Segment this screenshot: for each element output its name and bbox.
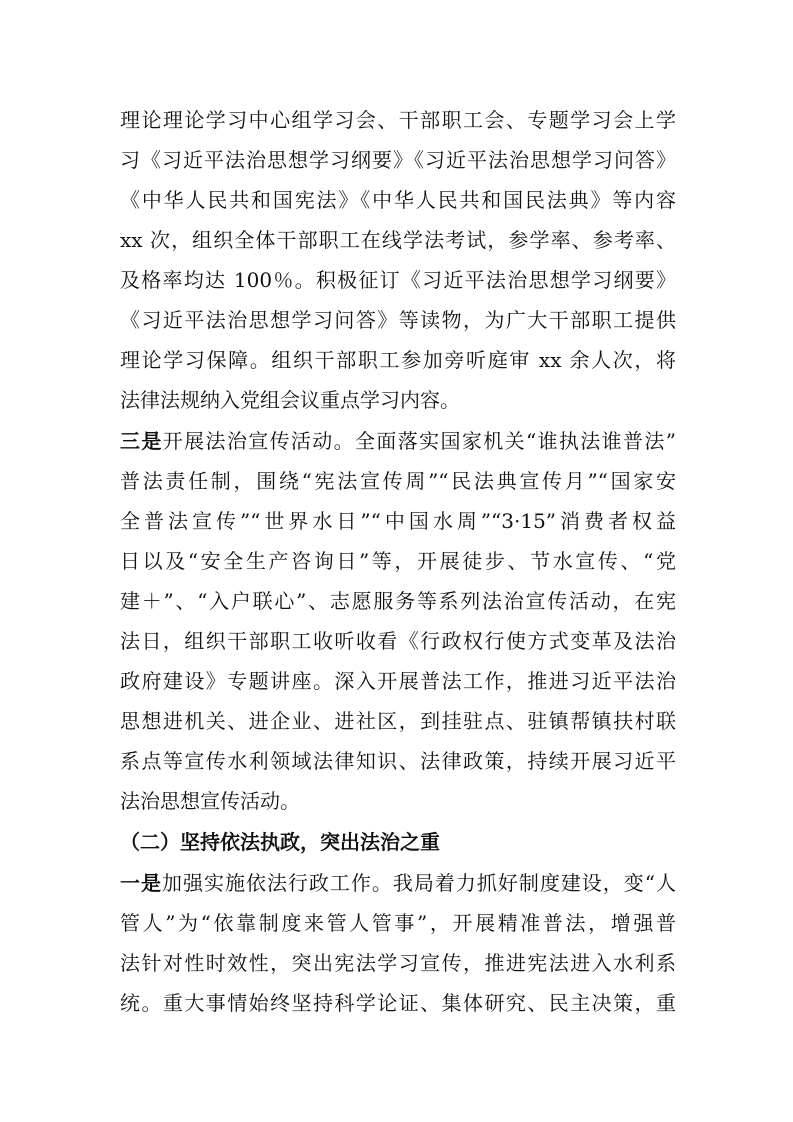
paragraph-2-line-7: 政府建设》专题讲座。深入开展普法工作，推进习近平法治 [120,669,676,693]
paragraph-1-line-1: 理论理论学习中心组学习会、干部职工会、专题学习会上学 [120,108,676,132]
paragraph-3-lead: 一是 [120,871,162,895]
paragraph-2-line-10: 法治思想宣传活动。 [120,789,300,813]
paragraph-1-line-7: 理论学习保障。组织干部职工参加旁听庭审 xx 余人次，将 [120,348,676,372]
paragraph-1-line-2: 习《习近平法治思想学习纲要》《习近平法治思想学习问答》 [120,148,676,172]
paragraph-1-line-5: 及格率均达 100％。积极征订《习近平法治思想学习纲要》 [120,268,676,292]
paragraph-2-line-5: 建＋”、“入户联心”、志愿服务等系列法治宣传活动，在宪 [120,589,676,613]
paragraph-3-line-1 [120,870,676,896]
paragraph-2-line-2: 普法责任制，围绕“宪法宣传周”“民法典宣传月”“国家安 [120,469,676,493]
paragraph-2-line-1-text: 开展法治宣传活动。全面落实国家机关“谁执法谁普法” [162,429,676,453]
paragraph-3-line-2: 管人”为“依靠制度来管人管事”，开展精准普法，增强普 [120,911,676,935]
paragraph-2-lead: 三是 [120,429,163,453]
paragraph-1-line-4: xx 次，组织全体干部职工在线学法考试，参学率、参考率、 [120,228,676,252]
paragraph-3-line-4: 统。重大事情始终坚持科学论证、集体研究、民主决策，重 [120,991,676,1015]
paragraph-2-line-3: 全普法宣传”“世界水日”“中国水周”“3·15”消费者权益 [120,509,676,533]
paragraph-2-line-6: 法日，组织干部职工收听收看《行政权行使方式变革及法治 [120,629,676,653]
paragraph-2-line-9: 系点等宣传水利领域法律知识、法律政策，持续开展习近平 [120,749,676,773]
paragraph-3-line-3: 法针对性时效性，突出宪法学习宣传，推进宪法进入水利系 [120,951,676,975]
paragraph-3-line-1-text: 加强实施依法行政工作。我局着力抓好制度建设，变“人 [161,871,676,895]
section-heading: （二）坚持依法执政，突出法治之重 [120,830,440,854]
paragraph-1-line-3: 《中华人民共和国宪法》《中华人民共和国民法典》等内容 [120,188,676,212]
paragraph-1-line-6: 《习近平法治思想学习问答》等读物，为广大干部职工提供 [120,308,676,332]
paragraph-2-line-1 [120,428,676,454]
paragraph-1-line-8: 法律法规纳入党组会议重点学习内容。 [120,388,460,412]
paragraph-2-line-4: 日以及“安全生产咨询日”等，开展徒步、节水宣传、“党 [120,549,676,573]
paragraph-2-line-8: 思想进机关、进企业、进社区，到挂驻点、驻镇帮镇扶村联 [120,709,676,733]
